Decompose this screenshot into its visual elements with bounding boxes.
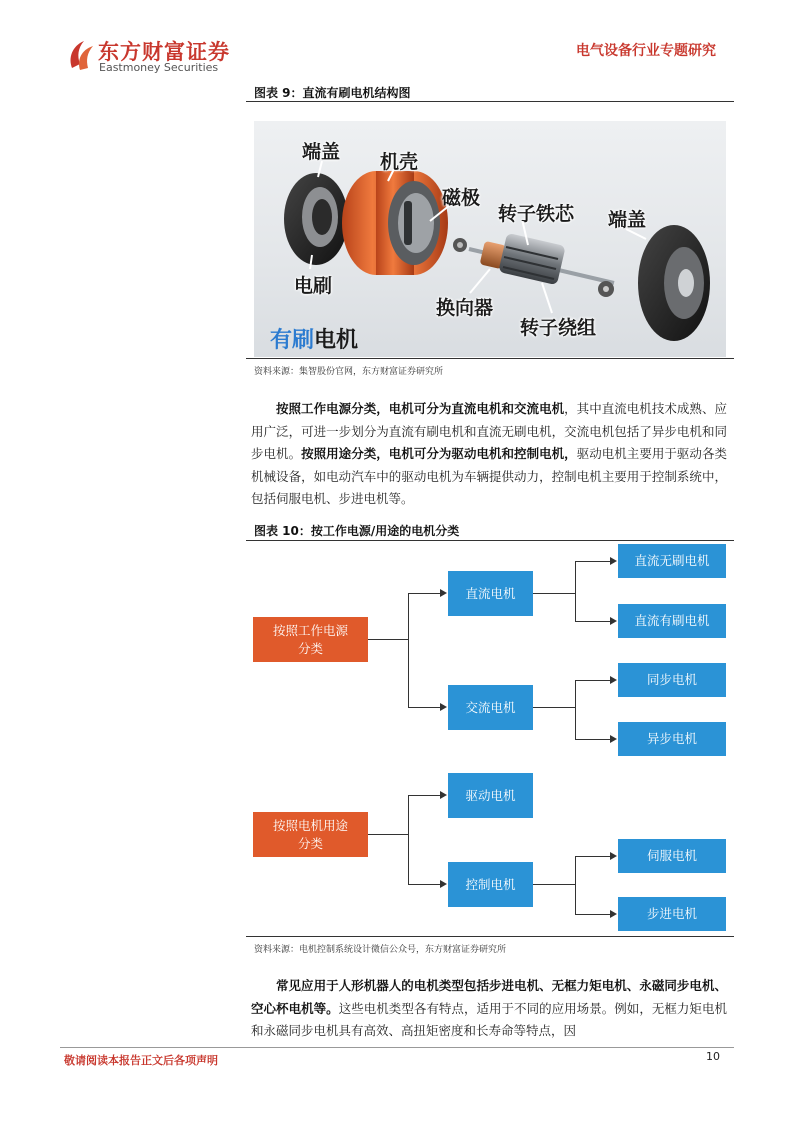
arrow-head: [610, 910, 617, 918]
report-type-header: 电气设备行业专题研究: [576, 43, 716, 59]
eastmoney-logo-icon: [66, 38, 96, 72]
arrow-head: [440, 791, 447, 799]
connector: [575, 621, 611, 622]
figure-10-title: 图表 10：按工作电源/用途的电机分类: [254, 524, 460, 538]
node-dc-motor: 直流电机: [448, 571, 533, 616]
page-number: 10: [706, 1050, 720, 1063]
node-by-power-source: 按照工作电源 分类: [253, 617, 368, 662]
label-brush: 电刷: [294, 275, 333, 297]
figure-9-bottom-rule: [246, 358, 734, 359]
connector: [575, 561, 576, 621]
figure-10-source: 资料来源：电机控制系统设计微信公众号，东方财富证券研究所: [254, 945, 507, 955]
node-stepper-motor: 步进电机: [618, 897, 726, 931]
label-rotor-winding: 转子绕组: [520, 317, 597, 339]
label-end-cap-right: 端盖: [608, 209, 647, 231]
connector: [575, 739, 611, 740]
disclaimer-note: 敬请阅读本报告正文后各项声明: [64, 1054, 218, 1067]
logo-text-cn: 东方财富证券: [98, 40, 230, 64]
arrow-head: [440, 589, 447, 597]
node-synchronous-motor: 同步电机: [618, 663, 726, 697]
node-control-motor: 控制电机: [448, 862, 533, 907]
node-ac-motor: 交流电机: [448, 685, 533, 730]
connector: [408, 795, 409, 884]
connector: [533, 707, 575, 708]
node-brushed-dc-motor: 直流有刷电机: [618, 604, 726, 638]
figure-10-top-rule: [246, 540, 734, 541]
connector: [575, 561, 611, 562]
brushed-dc-motor-photo: [254, 121, 726, 357]
label-commutator: 换向器: [436, 297, 494, 319]
node-servo-motor: 伺服电机: [618, 839, 726, 873]
connector: [408, 593, 441, 594]
connector: [575, 680, 576, 739]
footer-rule: [60, 1047, 734, 1048]
arrow-head: [610, 852, 617, 860]
connector: [368, 639, 408, 640]
connector: [575, 856, 576, 914]
node-drive-motor: 驱动电机: [448, 773, 533, 818]
label-housing: 机壳: [380, 151, 419, 173]
connector: [368, 834, 408, 835]
connector: [575, 856, 611, 857]
connector: [408, 593, 409, 707]
node-brushless-dc-motor: 直流无刷电机: [618, 544, 726, 578]
connector: [533, 884, 575, 885]
connector: [408, 707, 441, 708]
arrow-head: [610, 617, 617, 625]
connector: [408, 795, 441, 796]
arrow-head: [610, 735, 617, 743]
label-magnetic-pole: 磁极: [442, 187, 481, 209]
connector: [575, 914, 611, 915]
node-by-application: 按照电机用途 分类: [253, 812, 368, 857]
arrow-head: [440, 880, 447, 888]
node-asynchronous-motor: 异步电机: [618, 722, 726, 756]
figure-9-source: 资料来源：集智股份官网，东方财富证券研究所: [254, 367, 444, 377]
paragraph-motor-classification: 按照工作电源分类，电机可分为直流电机和交流电机，其中直流电机技术成熟、应用广泛，可进一步划分为直流有刷电机和直流无刷电机，交流电机包括了异步电机和同步电机。按照用途分类，电机可分为驱动电机和控制电机，驱动电机主要用于驱动各类机械设备，如电动汽车中的驱动电机为车辆提供动力，控制电机主要用于控制系统中，包括伺服电机、步进电机等。: [251, 401, 727, 506]
figure-9-top-rule: [246, 101, 734, 102]
arrow-head: [440, 703, 447, 711]
arrow-head: [610, 676, 617, 684]
figure-10-bottom-rule: [246, 936, 734, 937]
label-end-cap-left: 端盖: [302, 141, 341, 163]
connector: [575, 680, 611, 681]
figure-9-title: 图表 9：直流有刷电机结构图: [254, 86, 411, 100]
logo-text-en: Eastmoney Securities: [99, 61, 219, 74]
label-rotor-core: 转子铁芯: [498, 203, 575, 225]
paragraph-robot-motors: 常见应用于人形机器人的电机类型包括步进电机、无框力矩电机、永磁同步电机、空心杯电机等。这些电机类型各有特点，适用于不同的应用场景。例如，无框力矩电机和永磁同步电机具有高效、高扭矩密度和长寿命等特点，因: [251, 978, 727, 1038]
connector: [533, 593, 575, 594]
connector: [408, 884, 441, 885]
photo-caption: 有刷电机: [270, 328, 359, 353]
arrow-head: [610, 557, 617, 565]
